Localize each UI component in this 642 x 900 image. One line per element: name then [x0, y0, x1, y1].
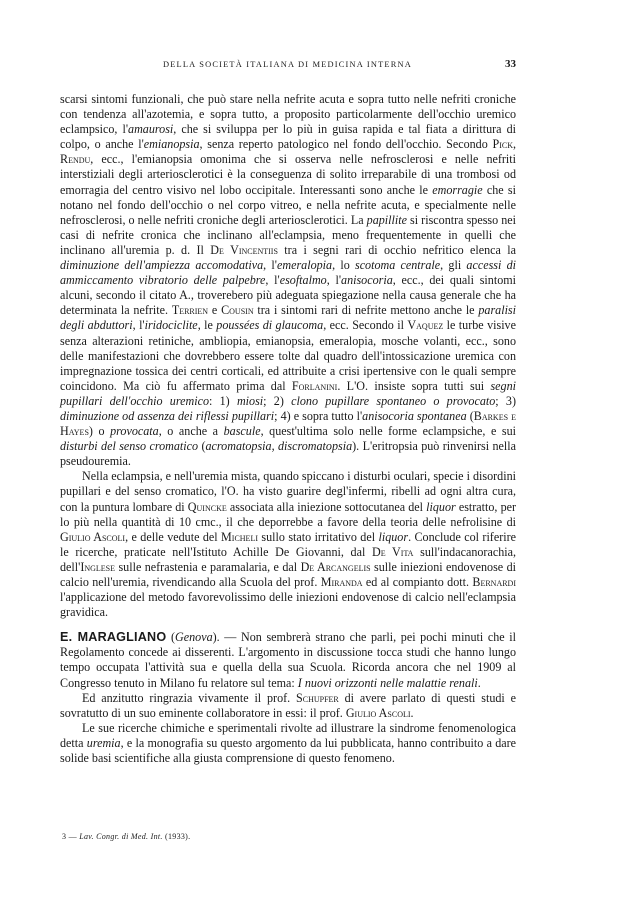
author-name: Inglese: [80, 559, 116, 574]
author-name: Schupfer: [296, 690, 339, 705]
running-head: DELLA SOCIETÀ ITALIANA DI MEDICINA INTERNA: [162, 60, 413, 69]
paragraph-1: scarsi sintomi funzionali, che può stare nella nefrite acuta e sopra tutto nelle nefriti croniche con tendenza all'azotemia, e sopra tutto, a proposito particolarmente dell'occhio uremico eclampsico, l'amaurosi, che si sviluppa per lo più in guisa rapida e tal fiata a dirittura di colpo, o anche l'emianopsia, senza reperto patologico nel fondo dell'occhio. Secondo Pick, Rendu, ecc., l'emianopsia omonima che si osserva nelle nefrosclerosi e nelle nefriti interstiziali degli arteriosclerotici è la conseguenza di solito irreparabile di una trombosi od emorragia del centro visivo nel lobo occipitale. Interessanti sono anche le emorragie che si notano nel fondo dell'occhio o nel corpo vitreo, e nella nefrite acuta, e specialmente nelle nefrosclerosi, o nelle nefriti croniche degli arteriosclerotici. La papillite si riscontra spesso nei casi di nefrite cronica che inclinano all'eclampsia, meno frequentemente in quelli che inclinano all'uremia p. d. Il De Vincentiis tra i segni rari di occhio nefritico elenca la diminuzione dell'ampiezza accomodativa, l'emeralopia, lo scotoma centrale, gli accessi di ammiccamento vibratorio delle palpebre, l'esoftalmo, l'anisocoria, ecc., dei quali sintomi alcuni, secondo il citato A., troverebero più adeguata spiegazione nella causa generale che ha determinata la nefrite. Terrien e Cousin tra i sintomi rari di nefrite mettono anche le paralisi degli abduttori, l'iridociclite, le poussées di glaucoma, ecc. Secondo il Vaquez le turbe visive senza alterazioni retiniche, ambliopia, emianopsia, emeralopia, mosche volanti, ecc., sono delle manifestazioni che dovrebbero essere tolte dal quadro dell'intossicazione uremica con impregnazione tossica dei centri corticali, ed attribuite a crisi ipertensive con le quali sempre coincidono. Ma ciò fu affermato prima dal Forlanini. L'O. insiste sopra tutti sui segni pupillari dell'occhio uremico: 1) miosi; 2) clono pupillare spontaneo o provocato; 3) diminuzione od assenza dei riflessi pupillari; 4) e sopra tutto l'anisocoria spontanea (Barkes e Hayes) o provocata, o anche a bascule, quest'ultima solo nelle forme eclampsiche, e sui disturbi del senso cromatico (acromatopsia, discromatopsia). L'eritropsia può rinvenirsi nella pseudouremia.: [60, 92, 517, 469]
author-name: Vaquez: [407, 318, 444, 333]
body-text: [60, 92, 516, 766]
speaker-name: E. MARAGLIANO: [60, 630, 167, 645]
paragraph-3: E. MARAGLIANO (Genova). — Non sembrerà strano che parli, pei pochi minuti che il Regolamento concede ai disserenti. L'argomento in discussione tocca studi che hanno lungo tempo occupata l'attività sua e quella della sua Scuola. Ricorda ancora che nel 1909 al Congresso tenuto in Milano fu relatore sul tema: I nuovi orizzonti nelle malattie renali.: [60, 630, 516, 690]
author-name: Quincke: [187, 499, 227, 514]
author-name: Bernardi: [472, 575, 516, 589]
author-name: Giulio Ascoli: [60, 529, 126, 544]
author-name: Giulio Ascoli: [345, 705, 411, 720]
author-name: Micheli: [221, 529, 258, 544]
author-name: De Vita: [371, 544, 414, 559]
author-name: Forlanini: [291, 378, 338, 393]
paragraph-4: Ed anzitutto ringrazia vivamente il prof. Schupfer di avere parlato di questi studi e sovratutto di un suo eminente collaboratore in essi: il prof. Giulio Ascoli.: [60, 690, 516, 720]
author-name: Miranda: [320, 575, 363, 589]
footer-note: 3 — Lav. Congr. di Med. Int. (1933).: [62, 832, 191, 841]
author-name: De Arcangelis: [300, 559, 371, 574]
author-name: Terrien: [171, 303, 209, 318]
paragraph-2: Nella eclampsia, e nell'uremia mista, quando spiccano i disturbi oculari, specie i disordini pupillari e del senso cromatico, l'O. ha visto guarire degl'infermi, ribelli ad ogni altra cura, con la puntura lombare di Quincke associata alla iniezione sottocutanea del liquor estratto, per lo più nella quantità di 10 cmc., il che deporrebbe a favore della teoria delle nefrolisine di Giulio Ascoli, e delle vedute del Micheli sullo stato irritativo del liquor. Conclude col riferire le ricerche, praticate nell'Istituto Achille De Giovanni, dal De Vita sull'indacanorachia, dell'Inglese sulle nefrastenia e paramalaria, e dal De Arcangelis sulle iniezioni endovenose di calcio nell'uremia, rivendicando alla Scuola del prof. Miranda ed al compianto dott. Bernardi l'applicazione del metodo favorevolissimo delle iniezioni endovenose di calcio nell'eclampsia gravidica.: [60, 469, 517, 620]
author-name: Barkes e Hayes: [60, 408, 516, 439]
author-name: Pick: [492, 137, 513, 152]
page-number: 33: [505, 58, 516, 70]
author-name: Cousin: [221, 303, 254, 318]
author-name: De Vincentiis: [210, 242, 278, 257]
paragraph-5: Le sue ricerche chimiche e sperimentali rivolte ad illustrare la sindrome fenomenologica detta uremia, e la monografia su questo argomento da lui pubblicata, hanno contribuito a dare solide basi scientifiche alla giusta comprensione di questo fenomeno.: [60, 720, 516, 766]
speaker-city: Genova: [175, 630, 213, 645]
author-name: Rendu: [60, 152, 91, 167]
